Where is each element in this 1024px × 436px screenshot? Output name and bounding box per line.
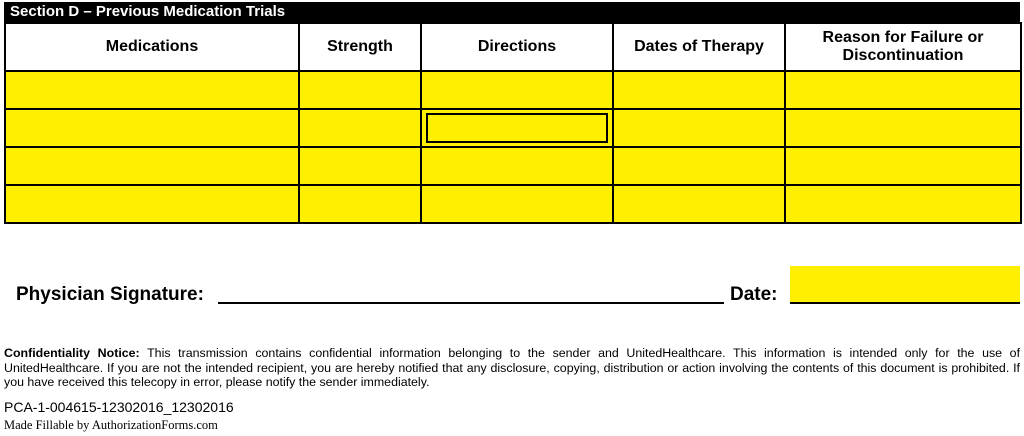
header-strength: Strength: [299, 23, 421, 71]
reason-for-failure-field[interactable]: [785, 185, 1021, 223]
confidentiality-notice: [4, 346, 1020, 390]
medication-trials-table: [4, 22, 1022, 224]
table-row: [5, 185, 1021, 223]
physician-signature-line[interactable]: [218, 302, 724, 304]
header-directions: Directions: [421, 23, 613, 71]
table-row: [5, 147, 1021, 185]
medications-field[interactable]: [5, 147, 299, 185]
confidentiality-notice-heading: Confidentiality Notice:: [4, 346, 140, 360]
date-field[interactable]: [790, 266, 1020, 304]
directions-field[interactable]: [421, 71, 613, 109]
medications-field[interactable]: [5, 109, 299, 147]
medications-field[interactable]: [5, 185, 299, 223]
header-dates-of-therapy: Dates of Therapy: [613, 23, 785, 71]
section-title: Section D – Previous Medication Trials: [4, 2, 1020, 22]
dates-of-therapy-field[interactable]: [613, 71, 785, 109]
strength-field[interactable]: [299, 109, 421, 147]
table-row: [5, 109, 1021, 147]
strength-field[interactable]: [299, 147, 421, 185]
directions-field[interactable]: [421, 147, 613, 185]
dates-of-therapy-field[interactable]: [613, 147, 785, 185]
table-header-row: [5, 23, 1021, 71]
strength-field[interactable]: [299, 71, 421, 109]
reason-for-failure-field[interactable]: [785, 71, 1021, 109]
table-row: [5, 71, 1021, 109]
dates-of-therapy-field[interactable]: [613, 109, 785, 147]
header-medications: Medications: [5, 23, 299, 71]
reason-for-failure-field[interactable]: [785, 147, 1021, 185]
header-reason-for-failure: Reason for Failure or Discontinuation: [785, 23, 1021, 71]
directions-field-focused[interactable]: [426, 113, 608, 143]
date-label: Date:: [730, 284, 778, 305]
directions-field[interactable]: [421, 185, 613, 223]
confidentiality-notice-body: This transmission contains confidential information belonging to the sender and UnitedHealthcare. This information is intended only for the use of UnitedHealthcare. If you are not the intended recipient, you are hereby notified that any disclosure, copying, distribution or action involving the contents of this document is prohibited. If you have received this telecopy in error, please notify the sender immediately.: [4, 346, 1021, 390]
form-code: PCA-1-004615-12302016_12302016: [4, 399, 234, 415]
physician-signature-label: Physician Signature:: [16, 284, 204, 305]
dates-of-therapy-field[interactable]: [613, 185, 785, 223]
directions-field[interactable]: [421, 109, 613, 147]
reason-for-failure-field[interactable]: [785, 109, 1021, 147]
signature-row: [16, 266, 1020, 306]
strength-field[interactable]: [299, 185, 421, 223]
fillable-credit: Made Fillable by AuthorizationForms.com: [4, 418, 218, 432]
medications-field[interactable]: [5, 71, 299, 109]
